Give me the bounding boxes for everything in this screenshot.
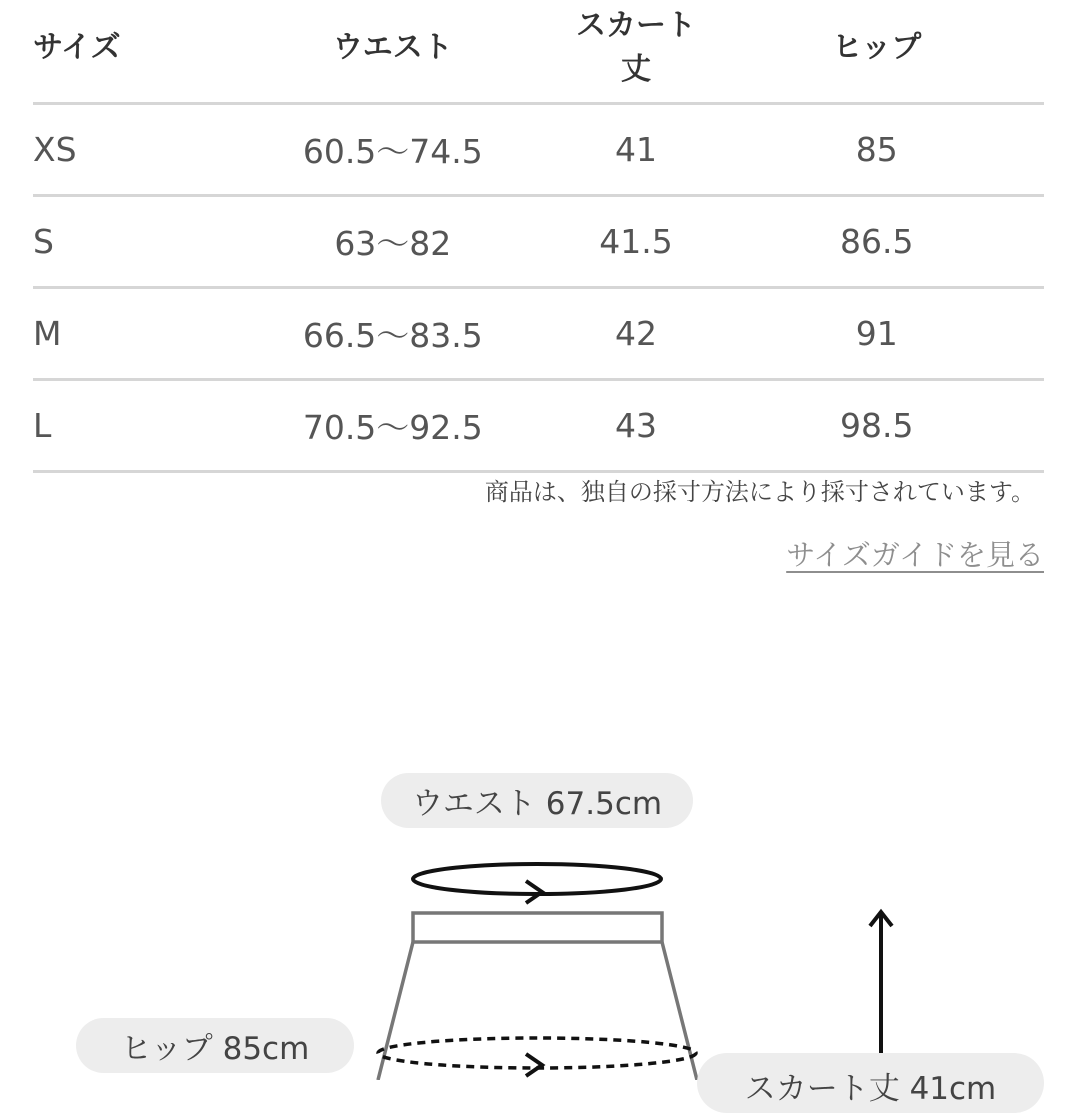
cell-waist: 70.5〜92.5 xyxy=(223,380,562,472)
skirt-waistband xyxy=(413,913,662,942)
cell-skirt-length: 41.5 xyxy=(562,196,709,288)
header-hip: ヒップ xyxy=(710,0,1044,104)
cell-hip: 98.5 xyxy=(710,380,1044,472)
cell-waist: 63〜82 xyxy=(223,196,562,288)
size-guide-link[interactable]: サイズガイドを見る xyxy=(786,538,1044,572)
header-skirt-length: スカート丈 xyxy=(562,0,709,104)
cell-skirt-length: 42 xyxy=(562,288,709,380)
cell-waist: 66.5〜83.5 xyxy=(223,288,562,380)
cell-size: S xyxy=(33,196,223,288)
cell-hip: 86.5 xyxy=(710,196,1044,288)
header-size: サイズ xyxy=(33,0,223,104)
cell-waist: 60.5〜74.5 xyxy=(223,104,562,196)
hip-measurement-label: ヒップ 85cm xyxy=(76,1018,354,1073)
cell-size: M xyxy=(33,288,223,380)
waist-measurement-label: ウエスト 67.5cm xyxy=(381,773,693,828)
skirt-length-measurement-label: スカート丈 41cm xyxy=(697,1053,1044,1113)
cell-size: L xyxy=(33,380,223,472)
header-waist: ウエスト xyxy=(223,0,562,104)
cell-hip: 85 xyxy=(710,104,1044,196)
cell-skirt-length: 43 xyxy=(562,380,709,472)
cell-hip: 91 xyxy=(710,288,1044,380)
measurement-note: 商品は、独自の採寸方法により採寸されています。 xyxy=(484,478,1035,506)
cell-skirt-length: 41 xyxy=(562,104,709,196)
hip-arrow-icon xyxy=(526,1054,542,1076)
skirt-body-outline xyxy=(378,942,697,1080)
cell-size: XS xyxy=(33,104,223,196)
